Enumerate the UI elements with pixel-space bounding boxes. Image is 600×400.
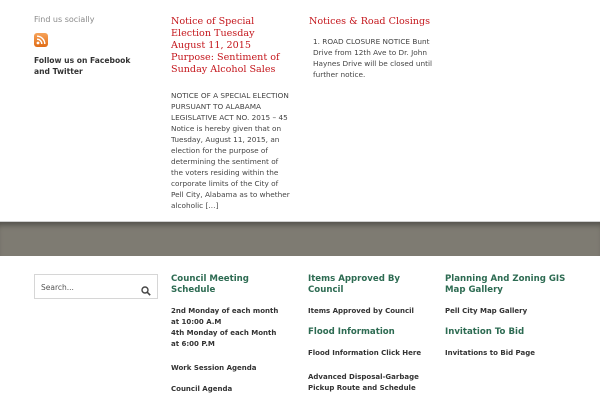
items-approved-heading[interactable]: Items Approved By Council xyxy=(308,274,401,295)
notices-post-text: 1. ROAD CLOSURE NOTICE Bunt Drive from 12th Ave to Dr. John Haynes Drive will be closed until further notice. xyxy=(313,37,433,79)
council-agenda-link[interactable]: Council Agenda xyxy=(171,385,233,393)
notices-post xyxy=(309,16,439,82)
search-input[interactable] xyxy=(35,276,131,299)
flood-information-heading[interactable]: Flood Information xyxy=(308,327,395,337)
footer-column-items xyxy=(308,274,433,394)
schedule-text: 2nd Monday of each month xyxy=(171,307,279,315)
follow-us-text: Follow us on Facebook and Twitter xyxy=(34,56,131,76)
footer xyxy=(0,256,600,400)
election-post xyxy=(171,16,291,213)
work-session-agenda-link[interactable]: Work Session Agenda xyxy=(171,364,257,372)
search-icon[interactable] xyxy=(141,281,151,300)
election-post-title-line2: Purpose: Sentiment of Sunday Alcohol Sales xyxy=(171,52,280,75)
rss-icon[interactable] xyxy=(34,33,48,47)
schedule-text: at 10:00 A.M xyxy=(171,318,222,326)
footer-divider-band xyxy=(0,222,600,256)
election-post-excerpt xyxy=(171,90,291,213)
schedule-text: at 6:00 P.M xyxy=(171,340,215,348)
election-post-title-line1: Notice of Special Election Tuesday August 11, 2015 xyxy=(171,16,255,51)
election-post-text: NOTICE OF A SPECIAL ELECTION PURSUANT TO ALABAMA LEGISLATIVE ACT NO. 2015 – 45 Notice is hereby given that on Tuesday, August 11, 2015, an election for the purpose of determining the sentiment of the voters residing within the corporate limits of the City of Pell City, Alabama as to whether alcoholic […] xyxy=(171,91,290,210)
council-meeting-schedule-heading[interactable]: Council Meeting Schedule xyxy=(171,274,249,295)
invitations-to-bid-link[interactable]: Invitations to Bid Page xyxy=(445,349,535,357)
flood-information-link[interactable]: Flood Information Click Here xyxy=(308,349,422,357)
election-post-title[interactable] xyxy=(171,16,291,76)
invitation-to-bid-heading[interactable]: Invitation To Bid xyxy=(445,327,525,337)
garbage-pickup-link[interactable]: Advanced Disposal-Garbage Pickup Route and Schedule xyxy=(308,373,419,392)
planning-zoning-heading[interactable]: Planning And Zoning GIS Map Gallery xyxy=(445,274,566,295)
footer-column-council xyxy=(171,274,296,395)
search-box xyxy=(34,274,158,299)
social-widget xyxy=(34,15,154,77)
notices-post-excerpt xyxy=(309,36,439,82)
social-heading: Find us socially xyxy=(34,15,95,24)
notices-post-title[interactable]: Notices & Road Closings xyxy=(309,16,431,27)
items-approved-link[interactable]: Items Approved by Council xyxy=(308,307,414,315)
schedule-text: 4th Monday of each Month xyxy=(171,329,277,337)
footer-column-planning xyxy=(445,274,570,359)
pell-city-map-gallery-link[interactable]: Pell City Map Gallery xyxy=(445,307,528,315)
